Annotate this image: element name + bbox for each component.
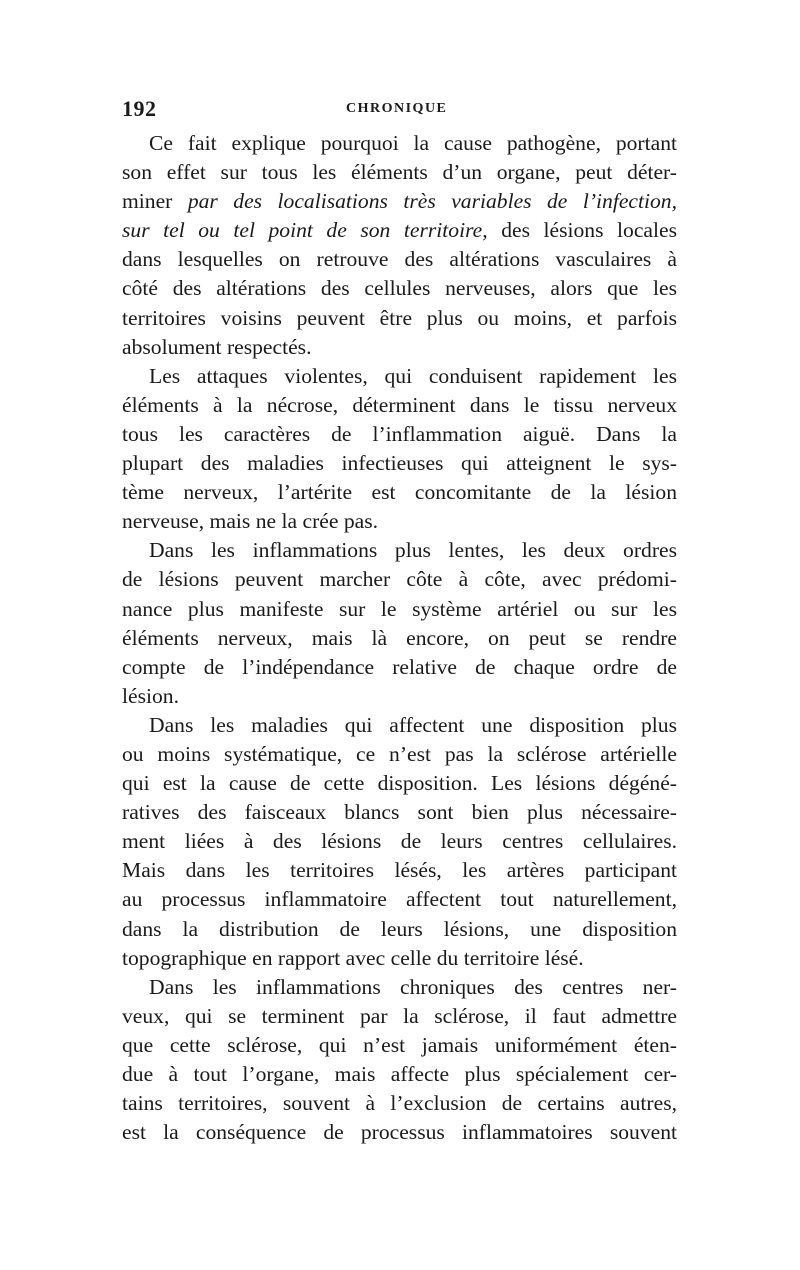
text-run: topographique en rapport avec celle du territoire lésé.	[122, 945, 584, 970]
text-line	[122, 798, 677, 827]
text-run: Dans les inflammations chroniques des centres ner-	[149, 974, 677, 999]
text-run: son effet sur tous les éléments d’un organe, peut déter-	[122, 160, 677, 185]
text-line	[122, 245, 677, 274]
text-line	[122, 915, 677, 944]
paragraph	[122, 129, 677, 362]
text-run: dans la distribution de leurs lésions, une disposition	[122, 916, 677, 941]
paragraph	[122, 973, 677, 1148]
text-run: ment liées à des lésions de leurs centres cellulaires.	[122, 829, 677, 854]
text-line	[122, 333, 677, 362]
text-line	[122, 216, 677, 245]
text-run: tains territoires, souvent à l’exclusion de certains autres,	[122, 1091, 677, 1116]
text-line	[122, 973, 677, 1002]
text-run: Mais dans les territoires lésés, les artères participant	[122, 858, 677, 883]
text-line	[122, 1002, 677, 1031]
text-run: veux, qui se terminent par la sclérose, il faut admettre	[122, 1003, 677, 1028]
paragraph	[122, 536, 677, 711]
italic-text: sur tel ou tel point de son territoire,	[122, 218, 488, 243]
text-run: tème nerveux, l’artérite est concomitante de la lésion	[122, 480, 677, 505]
text-line	[122, 1060, 677, 1089]
text-run: est la conséquence de processus inflammatoires souvent	[122, 1120, 677, 1145]
text-run: Les attaques violentes, qui conduisent rapidement les	[149, 363, 677, 388]
text-line	[122, 420, 677, 449]
page-number: 192	[122, 96, 157, 121]
text-run: côté des altérations des cellules nerveuses, alors que les	[122, 276, 677, 301]
text-run: tous les caractères de l’inflammation aiguë. Dans la	[122, 421, 677, 446]
paragraph	[122, 711, 677, 973]
text-run: ratives des faisceaux blancs sont bien plus nécessaire-	[122, 800, 677, 825]
text-run: au processus inflammatoire affectent tout naturellement,	[122, 887, 677, 912]
text-run: que cette sclérose, qui n’est jamais uniformément éten-	[122, 1032, 677, 1057]
text-run: qui est la cause de cette disposition. Les lésions dégéné-	[122, 771, 677, 796]
body-text	[122, 129, 677, 1147]
text-run: absolument respectés.	[122, 334, 312, 359]
text-run: lésion.	[122, 683, 179, 708]
text-run: éléments nerveux, mais là encore, on peut se rendre	[122, 625, 677, 650]
text-run: Ce fait explique pourquoi la cause pathogène, portant	[149, 131, 677, 155]
page-header	[122, 96, 677, 130]
text-line	[122, 158, 677, 187]
text-line	[122, 624, 677, 653]
text-run: de lésions peuvent marcher côte à côte, avec prédomi-	[122, 567, 677, 592]
text-line	[122, 1031, 677, 1060]
text-line	[122, 944, 677, 973]
text-run: miner	[122, 189, 188, 214]
text-line	[122, 740, 677, 769]
text-line	[122, 856, 677, 885]
text-run: nerveuse, mais ne la crée pas.	[122, 509, 379, 534]
text-line	[122, 1118, 677, 1147]
running-head: CHRONIQUE	[346, 101, 448, 116]
text-line	[122, 478, 677, 507]
text-run: dans lesquelles on retrouve des altérations vasculaires à	[122, 247, 677, 272]
text-line	[122, 274, 677, 303]
text-line	[122, 449, 677, 478]
text-line	[122, 653, 677, 682]
text-line	[122, 711, 677, 740]
text-line	[122, 362, 677, 391]
text-line	[122, 536, 677, 565]
text-run: due à tout l’organe, mais affecte plus spécialement cer-	[122, 1062, 677, 1086]
text-line	[122, 391, 677, 420]
text-run: des lésions locales	[487, 218, 677, 243]
text-line	[122, 885, 677, 914]
text-line	[122, 682, 677, 711]
text-line	[122, 187, 677, 216]
italic-text: par des localisations très variables de l’infection,	[187, 189, 677, 214]
text-run: territoires voisins peuvent être plus ou moins, et parfois	[122, 305, 677, 330]
text-line	[122, 565, 677, 594]
text-run: compte de l’indépendance relative de chaque ordre de	[122, 654, 677, 679]
text-run: éléments à la nécrose, déterminent dans le tissu nerveux	[122, 392, 677, 417]
text-run: ou moins systématique, ce n’est pas la sclérose artérielle	[122, 741, 677, 766]
text-run: plupart des maladies infectieuses qui atteignent le sys-	[122, 451, 677, 476]
text-line	[122, 1089, 677, 1118]
text-line	[122, 129, 677, 158]
text-line	[122, 507, 677, 536]
text-line	[122, 595, 677, 624]
text-line	[122, 769, 677, 798]
text-run: Dans les maladies qui affectent une disposition plus	[149, 712, 677, 737]
text-run: Dans les inflammations plus lentes, les deux ordres	[149, 538, 677, 563]
text-line	[122, 827, 677, 856]
paragraph	[122, 362, 677, 537]
text-run: nance plus manifeste sur le système artériel ou sur les	[122, 596, 677, 621]
text-line	[122, 304, 677, 333]
